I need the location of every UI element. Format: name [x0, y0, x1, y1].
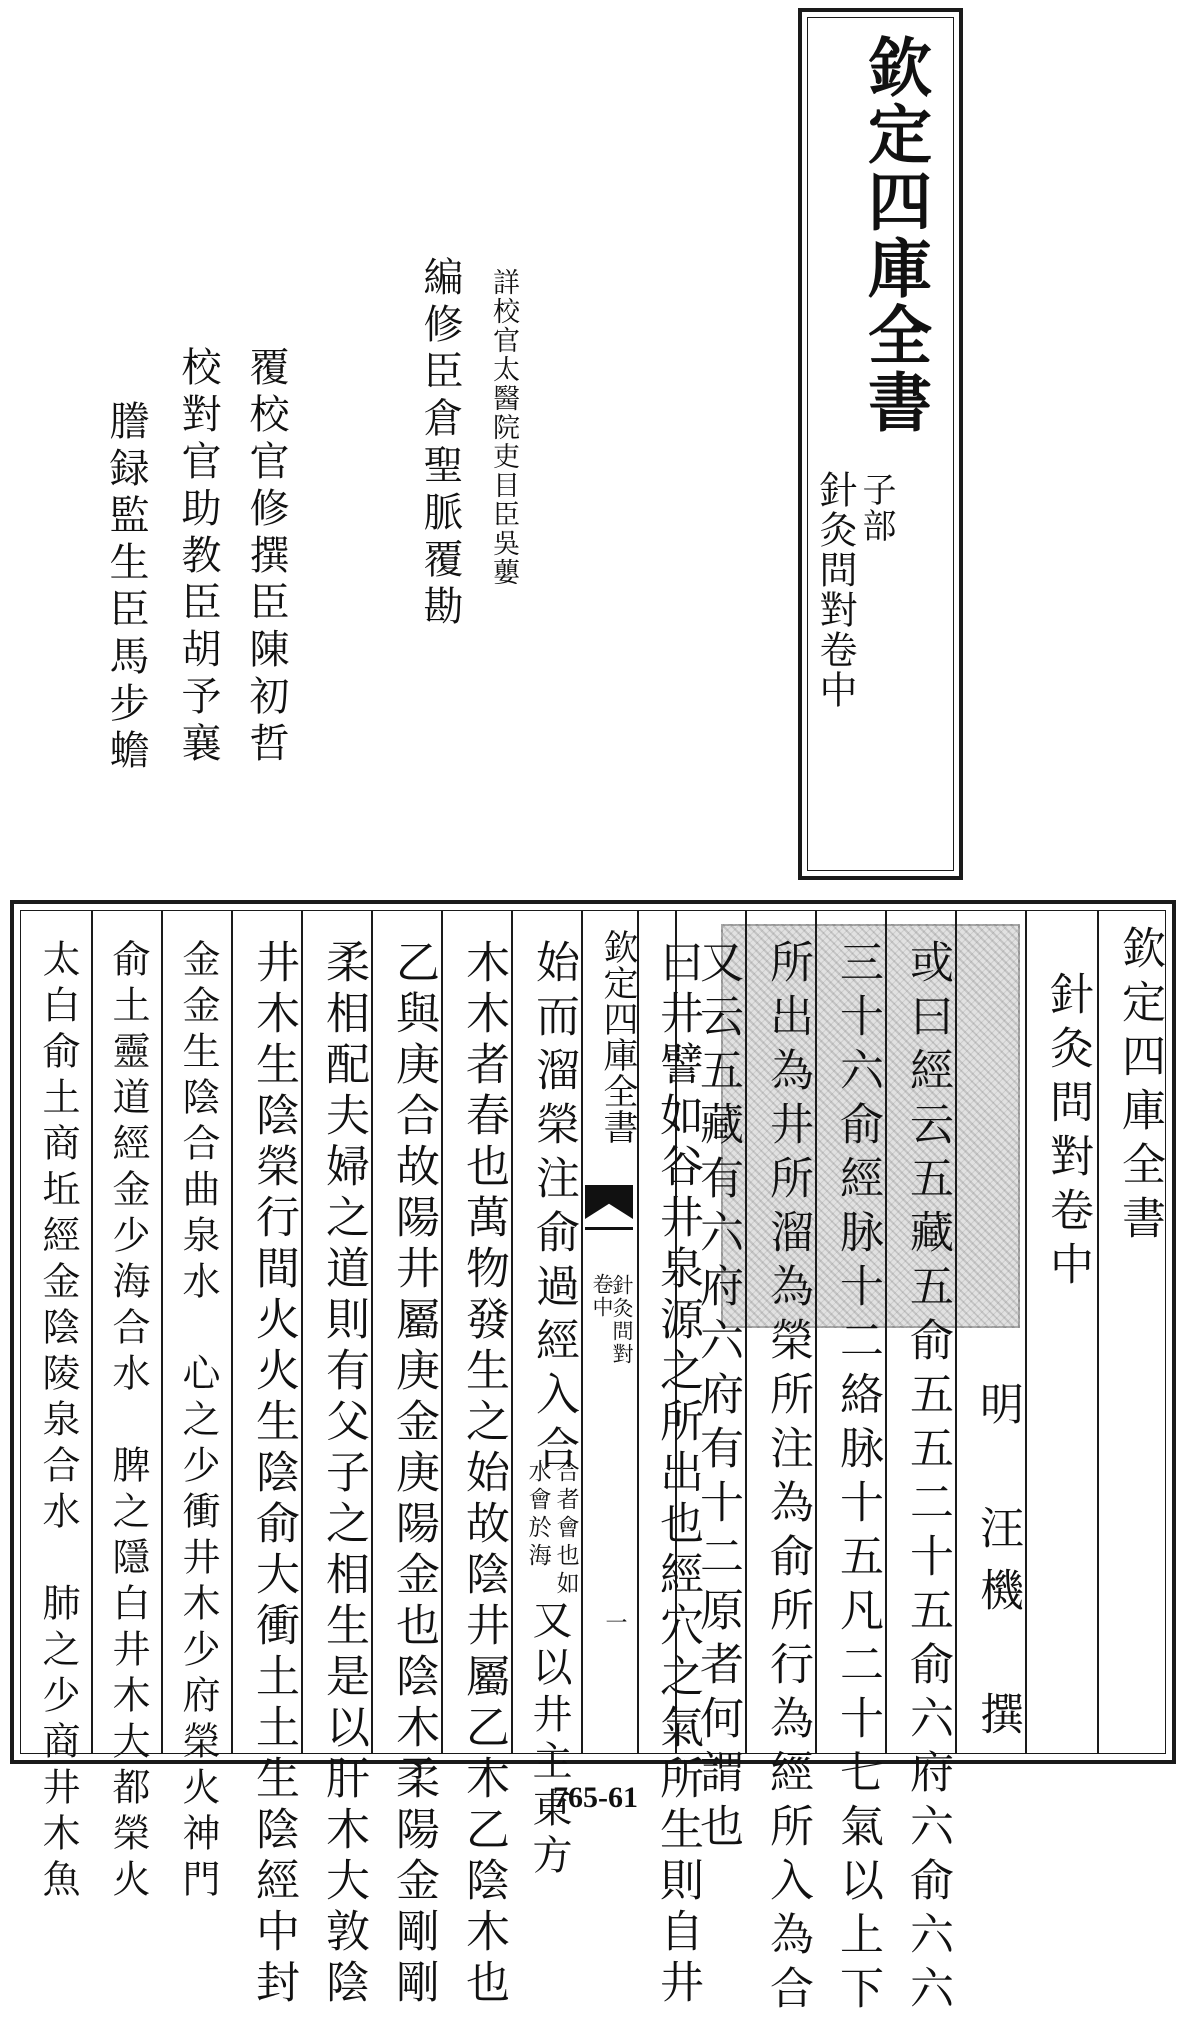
column-divider	[91, 911, 93, 1753]
text-column: 曰井譬如谷井泉源之所出也經穴之氣所生則自井	[652, 939, 703, 2010]
page-book-volume: 針灸問對卷中	[1042, 971, 1093, 1295]
strip-book-title: 針灸問對	[610, 1274, 634, 1366]
center-strip	[581, 911, 637, 1753]
annotation-right: 合者會也如	[552, 1459, 579, 1599]
credit-collator: 校對官助教臣胡予襄	[175, 346, 221, 769]
text-column: 柔相配夫婦之道則有父子之相生是以肝木大敦陰	[318, 939, 369, 2010]
page-header: 欽定四庫全書	[1114, 925, 1165, 1249]
strip-volume: 卷中	[590, 1273, 614, 1319]
text-column: 所出為井所溜為榮所注為俞所行為經所入為合	[762, 939, 813, 2019]
book-volume-label: 針灸問對卷中	[813, 470, 857, 710]
text-column-tail: 又以井主東方	[526, 1599, 572, 1881]
strip-title: 欽定四庫全書	[598, 929, 638, 1145]
author-line: 明 汪機 撰	[972, 1381, 1023, 1753]
text-column: 或曰經云五藏五俞五五二十五俞六府六俞六六	[902, 939, 953, 2019]
fishtail-ornament	[585, 1185, 633, 1219]
text-column: 金金生陰合曲泉水 心之少衝井木少府榮火神門	[176, 939, 220, 1905]
fishtail-rule	[585, 1227, 633, 1230]
text-column: 乙與庚合故陽井屬庚金庚陽金也陰木柔陽金剛剛	[388, 939, 439, 2010]
credit-compiler: 編修臣倉聖脈覆勘	[417, 256, 463, 632]
credit-proofreader: 詳校官太醫院吏目臣吳蘡	[488, 268, 519, 587]
column-divider	[161, 911, 163, 1753]
category-label: 子部	[856, 472, 896, 544]
annotation-left: 水會於海	[524, 1459, 551, 1571]
text-column: 井木生陰榮行間火火生陰俞大衝土土生陰經中封	[248, 939, 299, 2010]
credit-copyist: 謄録監生臣馬步蟾	[103, 400, 149, 776]
text-column: 俞土靈道經金少海合水 脾之隱白井木大都榮火	[106, 939, 150, 1905]
text-column: 又云五藏有六府六府有十二原者何謂也	[692, 939, 743, 1857]
text-column: 木木者春也萬物發生之始故陰井屬乙木乙陰木也	[458, 939, 509, 2010]
column-divider	[231, 911, 233, 1753]
page-number: 765-61	[553, 1781, 638, 1814]
strip-leaf-number: 一	[602, 1611, 627, 1633]
title-label	[798, 8, 963, 880]
library-title: 欽定四庫全書	[857, 34, 932, 436]
text-column: 太白俞土商坵經金陰陵泉合水 肺之少商井木魚	[36, 939, 80, 1905]
text-column: 始而溜榮注俞過經入合	[528, 939, 579, 1479]
credit-chief-collator: 覆校官修撰臣陳初哲	[243, 346, 289, 769]
text-column: 三十六俞經脉十二絡脉十五凡二十七氣以上下	[832, 939, 883, 2019]
